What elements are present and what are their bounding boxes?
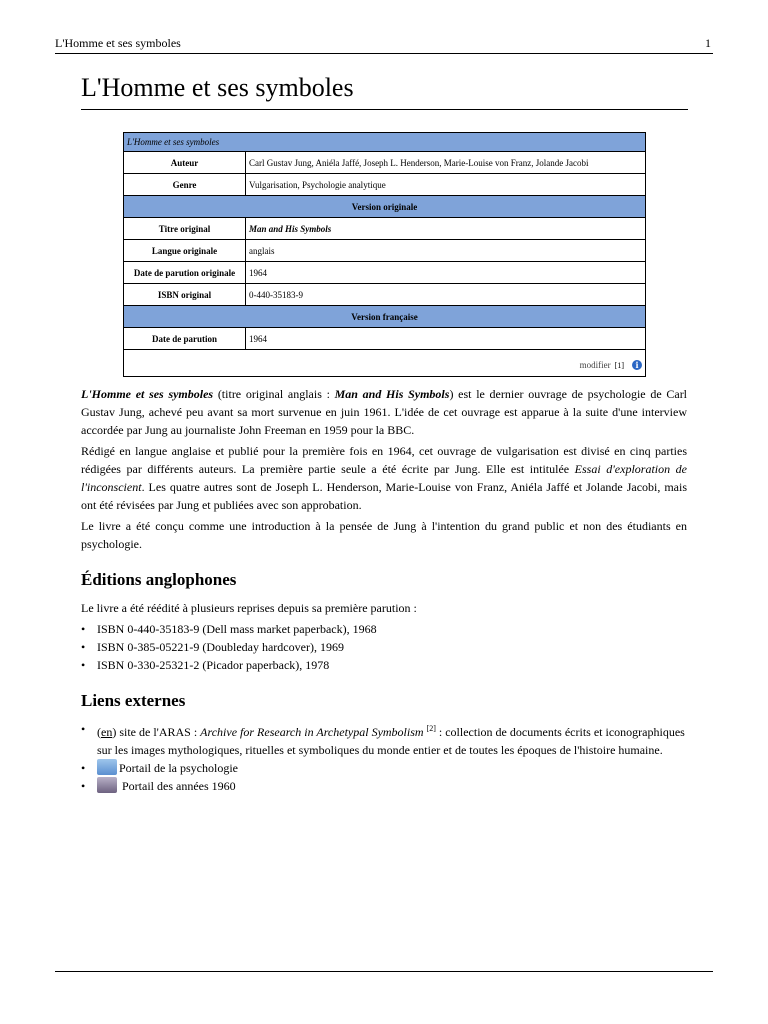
article-subject: L'Homme et ses symboles xyxy=(81,387,214,401)
infobox-value[interactable]: 0-440-35183-9 xyxy=(246,284,646,306)
infobox xyxy=(123,132,646,377)
infobox-row xyxy=(124,218,646,240)
list-item: • (en) site de l'ARAS : Archive for Research in Archetypal Symbolism [2] : collection de documents écrits et iconographiques sur les images mythologiques, rituelles et symboliques du monde entier et de toutes les époques de l'histoire humaine. xyxy=(81,720,687,759)
infobox-section-french: Version française xyxy=(124,306,646,328)
psychology-portal-icon xyxy=(97,759,117,775)
infobox-row xyxy=(124,262,646,284)
footer-rule xyxy=(55,971,713,972)
aras-link[interactable]: Archive for Research in Archetypal Symbolism xyxy=(200,725,424,739)
infobox-row xyxy=(124,284,646,306)
intro-paragraph-1: L'Homme et ses symboles (titre original anglais : Man and His Symbols) est le dernier ouvrage de psychologie de Carl Gustav Jung, achevé peu avant sa mort survenue en juin 1961. L'idée de cet ouvrage est apparue à la suite d'une interview accordée par Jung au journaliste John Freeman en 1959 pour la BBC. xyxy=(81,387,688,437)
heading-editions: Éditions anglophones xyxy=(81,570,237,589)
infobox-label: Titre original xyxy=(124,218,246,240)
info-icon[interactable]: i xyxy=(632,360,642,370)
modify-link[interactable]: modifier xyxy=(579,360,611,370)
page-number: 1 xyxy=(705,36,711,50)
sixties-portal-icon xyxy=(97,777,117,793)
language-link[interactable]: en xyxy=(101,725,113,739)
reference-1[interactable]: [1] xyxy=(614,361,624,370)
running-header xyxy=(55,36,713,54)
infobox-caption: L'Homme et ses symboles xyxy=(124,133,646,152)
links-list xyxy=(81,720,687,759)
portals-list xyxy=(81,759,687,795)
heading-links: Liens externes xyxy=(81,691,186,710)
running-header-title: L'Homme et ses symboles xyxy=(55,36,181,50)
infobox-label: Date de parution originale xyxy=(124,262,246,284)
infobox-label: Genre xyxy=(124,174,246,196)
portal-item[interactable] xyxy=(81,777,687,795)
editions-lead: Le livre a été réédité à plusieurs reprises depuis sa première parution : xyxy=(81,601,417,615)
infobox-row xyxy=(124,152,646,174)
infobox-row xyxy=(124,328,646,350)
list-item[interactable]: • ISBN 0-440-35183-9 (Dell mass market paperback), 1968 xyxy=(81,620,687,638)
infobox-row xyxy=(124,174,646,196)
infobox-section-original: Version originale xyxy=(124,196,646,218)
portal-label[interactable]: Portail de la psychologie xyxy=(119,761,238,775)
list-item[interactable]: • ISBN 0-330-25321-2 (Picador paperback), 1978 xyxy=(81,656,687,674)
portal-item[interactable] xyxy=(81,759,687,777)
portal-label[interactable]: Portail des années 1960 xyxy=(122,779,236,793)
essai-title: Essai d'exploration de l'inconscient xyxy=(81,462,687,494)
infobox-row xyxy=(124,240,646,262)
reference-2[interactable]: [2] xyxy=(426,724,436,733)
infobox-value[interactable]: 1964 xyxy=(246,262,646,284)
infobox-footer xyxy=(124,350,646,377)
infobox-label: Auteur xyxy=(124,152,246,174)
infobox-value[interactable]: 1964 xyxy=(246,328,646,350)
intro-paragraph-3: Le livre a été conçu comme une introduction à la pensée de Jung à l'intention du grand public et non des étudiants en psychologie. xyxy=(81,519,687,551)
page-title: L'Homme et ses symboles xyxy=(81,72,688,110)
infobox-label: ISBN original xyxy=(124,284,246,306)
infobox-value[interactable]: anglais xyxy=(246,240,646,262)
infobox-label: Date de parution xyxy=(124,328,246,350)
editions-list xyxy=(81,620,687,674)
list-item[interactable]: • ISBN 0-385-05221-9 (Doubleday hardcover), 1969 xyxy=(81,638,687,656)
infobox-value[interactable]: Vulgarisation, Psychologie analytique xyxy=(246,174,646,196)
infobox-value: Man and His Symbols xyxy=(246,218,646,240)
infobox-label: Langue originale xyxy=(124,240,246,262)
article-body xyxy=(81,385,687,795)
infobox-value[interactable]: Carl Gustav Jung, Aniéla Jaffé, Joseph L. Henderson, Marie-Louise von Franz, Jolande Jacobi xyxy=(246,152,646,174)
intro-paragraph-2: Rédigé en langue anglaise et publié pour la première fois en 1964, cet ouvrage de vulgarisation est divisé en cinq parties rédigées par différents auteurs. La première partie seule a été écrite par Jung. Elle est intitulée Essai d'exploration de l'inconscient. Les quatre autres sont de Joseph L. Henderson, Marie-Louise von Franz, Aniéla Jaffé et Jolande Jacobi, mais ont été révisées par Jung et publiées avec son approbation. xyxy=(81,444,687,512)
original-title: Man and His Symbols xyxy=(334,387,450,401)
